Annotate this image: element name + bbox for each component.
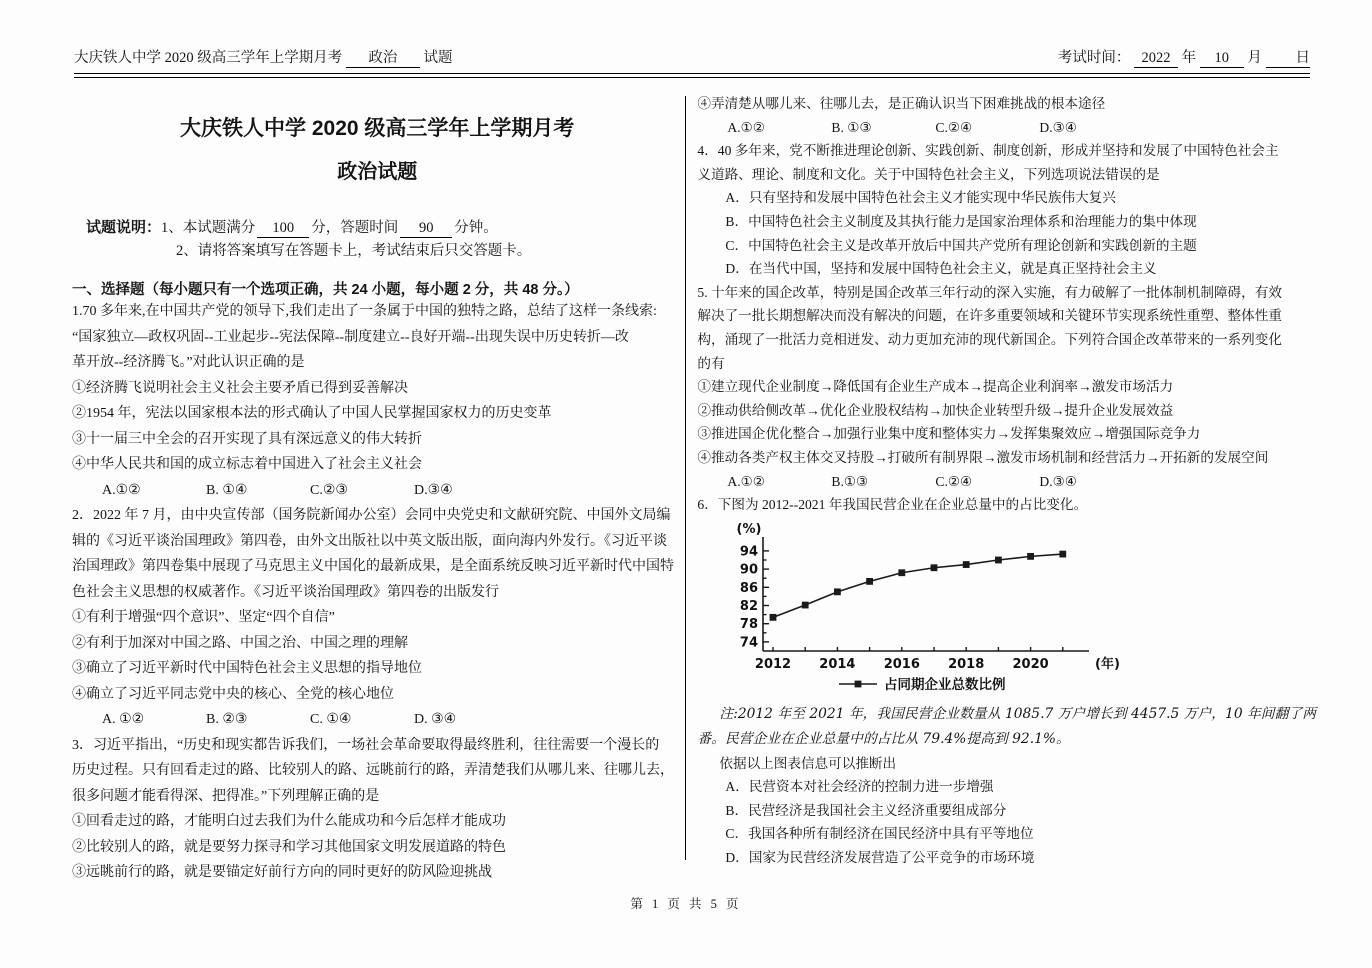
instr-text: 1、本试题满分 — [161, 220, 256, 236]
question-line: 革开放--经济腾飞。”对此认识正确的是 — [72, 355, 305, 370]
q6-line-chart — [721, 521, 1123, 695]
question-line: ①建立现代企业制度→降低国有企业生产成本→提高企业利润率→激发市场活力 — [697, 379, 1174, 395]
section-heading: 一、选择题（每小题只有一个选项正确，共 24 小题，每小题 2 分，共 48 分。） — [72, 282, 579, 298]
q3-choices-row — [697, 116, 1316, 140]
option-line: C．我国各种所有制经济在国民经济中具有平等地位 — [725, 826, 1034, 842]
question-line: 很多问题才能看得深、把得准。”下列理解正确的是 — [72, 788, 380, 804]
note-line: 番。民营企业在企业总量中的占比从 79.4%提高到 92.1%。 — [697, 730, 1070, 747]
question-line: ④推动各类产权主体交叉持股→打破所有制界限→激发市场机制和经营活力→开拓新的发展空间 — [697, 449, 1269, 465]
question-line: 义道路、理论、制度和文化。关于中国特色社会主义，下列选项说法错误的是 — [697, 166, 1160, 182]
question-line: 6．下图为 2012--2021 年我国民营企业在企业总量中的占比变化。 — [697, 497, 1088, 513]
exam-day-blank: 日 — [1266, 46, 1311, 68]
svg-text:86: 86 — [740, 580, 759, 596]
choice-c: C.②④ — [935, 473, 973, 489]
header-right — [1058, 46, 1310, 68]
svg-text:2012: 2012 — [755, 656, 792, 672]
q6-note — [697, 702, 1316, 752]
q5-choices-row — [697, 470, 1316, 494]
instructions-line1 — [72, 216, 682, 238]
question-3-right-part — [697, 92, 1316, 139]
year-unit: 年 — [1181, 50, 1197, 66]
exam-year-blank: 2022 — [1134, 50, 1178, 68]
question-line: 色社会主义思想的权威著作。《习近平谈治国理政》第四卷的出版发行 — [72, 584, 499, 600]
svg-text:(%): (%) — [736, 521, 762, 537]
choice-b: B.①③ — [831, 473, 869, 489]
choice-a: A.①② — [102, 482, 141, 498]
two-column-body — [72, 88, 1316, 880]
question-line: 辑的《习近平谈治国理政》第四卷，由外文出版社以中英文版出版，面向海内外发行。《习近平谈 — [72, 533, 667, 549]
instr-text: 分钟。 — [454, 220, 498, 236]
question-line: ③推进国企优化整合→加强行业集中度和整体实力→发挥集聚效应→增强国际竞争力 — [697, 426, 1201, 442]
svg-text:2020: 2020 — [1012, 656, 1050, 672]
paper-title-line2: 政治试题 — [337, 161, 418, 183]
instructions-label: 试题说明： — [86, 219, 162, 236]
option-line: B．中国特色社会主义制度及其执行能力是国家治理体系和治理能力的集中体现 — [725, 213, 1197, 229]
time-blank: 90 — [400, 220, 452, 238]
svg-text:94: 94 — [740, 544, 759, 560]
question-line: ③确立了习近平新时代中国特色社会主义思想的指导地位 — [72, 661, 422, 676]
svg-text:82: 82 — [740, 598, 759, 614]
question-2 — [72, 503, 682, 733]
header-subject-blank: 政治 — [346, 46, 420, 68]
header-double-rule — [74, 73, 1310, 78]
left-column — [72, 88, 682, 880]
choice-b: B. ①④ — [206, 482, 248, 498]
svg-text:2018: 2018 — [948, 656, 985, 672]
question-line: ②比较别人的路，就是要努力探寻和学习其他国家文明发展道路的特色 — [72, 839, 506, 855]
note-line: 注:2012 年至 2021 年，我国民营企业数量从 1085.7 万户增长到 4457.5 万户，10 年间翻了两 — [719, 705, 1316, 722]
question-line: 构，涌现了一批活力竞相迸发、动力更加充沛的现代新国企。下列符合国企改革带来的一系列变化 — [697, 331, 1282, 347]
question-line: ②1954 年，宪法以国家根本法的形式确认了中国人民掌握国家权力的历史变革 — [72, 406, 552, 421]
question-4 — [697, 139, 1316, 281]
exam-time-label: 考试时间： — [1057, 50, 1131, 66]
svg-text:74: 74 — [740, 635, 759, 651]
question-line: 历史过程。只有回看走过的路、比较别人的路、远眺前行的路，弄清楚我们从哪儿来、往哪儿去， — [72, 763, 674, 778]
option-line: D．在当代中国，坚持和发展中国特色社会主义，就是真正坚持社会主义 — [725, 261, 1157, 277]
choice-a: A. ①② — [102, 712, 145, 727]
question-line: ①有利于增强“四个意识”、坚定“四个自信” — [72, 610, 335, 625]
header-left-title: 大庆铁人中学 2020 级高三学年上学期月考 — [74, 50, 343, 66]
exam-month-blank: 10 — [1200, 50, 1244, 68]
choice-c: C.②④ — [935, 119, 973, 135]
question-line: 3．习近平指出，“历史和现实都告诉我们，一场社会革命要取得最终胜利，往往需要一个漫长的 — [72, 737, 660, 753]
option-line: A．民营资本对社会经济的控制力进一步增强 — [725, 779, 994, 795]
choice-a: A.①② — [727, 119, 765, 135]
running-header — [74, 46, 1310, 68]
svg-text:占同期企业总数比例: 占同期企业总数比例 — [884, 676, 1006, 693]
right-column — [686, 88, 1316, 870]
option-line: C．中国特色社会主义是改革开放后中国共产党所有理论创新和实践创新的主题 — [725, 237, 1197, 253]
question-line: ③十一届三中全会的召开实现了具有深远意义的伟大转折 — [72, 431, 422, 447]
instructions-line2: 2、请将答案填写在答题卡上，考试结束后只交答题卡。 — [176, 243, 532, 259]
question-line: ④中华人民共和国的成立标志着中国进入了社会主义社会 — [72, 457, 422, 472]
header-left-suffix: 试题 — [423, 50, 453, 66]
question-line: ③远眺前行的路，就是要锚定好前行方向的同时更好的防风险迎挑战 — [72, 865, 492, 880]
month-unit: 月 — [1247, 50, 1262, 66]
choice-d: D.③④ — [414, 482, 453, 498]
question-line: 4．40 多年来，党不断推进理论创新、实践创新、制度创新，形成并坚持和发展了中国特色社会主 — [697, 143, 1279, 159]
question-line: ②推动供给侧改革→优化企业股权结构→加快企业转型升级→提升企业发展效益 — [697, 402, 1174, 418]
choice-d: D.③④ — [1039, 119, 1077, 135]
choice-c: C. ①④ — [310, 712, 352, 727]
svg-text:(年): (年) — [1095, 656, 1121, 672]
question-line: “国家独立—政权巩固--工业起步--宪法保障--制度建立--良好开端--出现失误中历史转折—改 — [72, 329, 629, 345]
question-line: 2．2022 年 7 月，由中央宣传部（国务院新闻办公室）会同中央党史和文献研究院、中国外文局编 — [72, 508, 671, 523]
paper-title-line1: 大庆铁人中学 2020 级高三学年上学期月考 — [180, 117, 575, 140]
question-line: 解决了一批长期想解决而没有解决的问题，在许多重要领域和关键环节实现系统性重塑、整体性重 — [697, 308, 1282, 324]
choice-b: B. ①③ — [831, 119, 872, 135]
svg-text:78: 78 — [740, 616, 759, 632]
option-line: B．民营经济是我国社会主义经济重要组成部分 — [725, 802, 1007, 818]
instr-text: 分，答题时间 — [311, 220, 399, 236]
question-6 — [697, 493, 1316, 870]
choice-c: C.②③ — [310, 482, 348, 498]
q2-choices-row — [72, 707, 682, 733]
choice-b: B. ②③ — [206, 712, 248, 727]
question-line: ②有利于加深对中国之路、中国之治、中国之理的理解 — [72, 635, 408, 651]
question-1 — [72, 299, 682, 503]
question-line: ④确立了习近平同志党中央的核心、全党的核心地位 — [72, 686, 394, 702]
svg-text:2016: 2016 — [884, 656, 921, 672]
question-line: 治国理政》第四卷集中展现了马克思主义中国化的最新成果，是全面系统反映习近平新时代中国特 — [72, 559, 674, 574]
svg-text:2014: 2014 — [819, 656, 856, 672]
choice-a: A.①② — [727, 473, 765, 489]
question-3-left-part — [72, 733, 682, 886]
header-left — [74, 46, 453, 68]
total-score-blank: 100 — [257, 220, 309, 238]
question-line: 的有 — [697, 355, 725, 371]
question-line: ④弄清楚从哪儿来、往哪儿去，是正确认识当下困难挑战的根本途径 — [697, 96, 1106, 111]
question-line: 5. 十年来的国企改革，特别是国企改革三年行动的深入实施，有力破解了一批体制机制障碍，有效 — [697, 284, 1282, 300]
option-line: D．国家为民营经济发展营造了公平竞争的市场环境 — [725, 850, 1035, 866]
choice-d: D.③④ — [1039, 473, 1077, 489]
option-line: A．只有坚持和发展中国特色社会主义才能实现中华民族伟大复兴 — [725, 190, 1116, 206]
question-line: ①经济腾飞说明社会主义社会主要矛盾已得到妥善解决 — [72, 380, 408, 396]
choice-d: D. ③④ — [414, 712, 457, 727]
svg-text:90: 90 — [740, 562, 759, 578]
question-5 — [697, 281, 1316, 493]
question-line: 1.70 多年来,在中国共产党的领导下,我们走出了一条属于中国的独特之路，总结了这样一条线索: — [72, 304, 657, 319]
q6-chart-container — [721, 521, 1316, 700]
q1-choices-row — [72, 478, 682, 504]
question-line: ①回看走过的路，才能明白过去我们为什么能成功和今后怎样才能成功 — [72, 814, 506, 829]
page-number-footer: 第 1 页 共 5 页 — [630, 897, 742, 911]
q6-lead-in: 依据以上图表信息可以推断出 — [719, 755, 897, 771]
